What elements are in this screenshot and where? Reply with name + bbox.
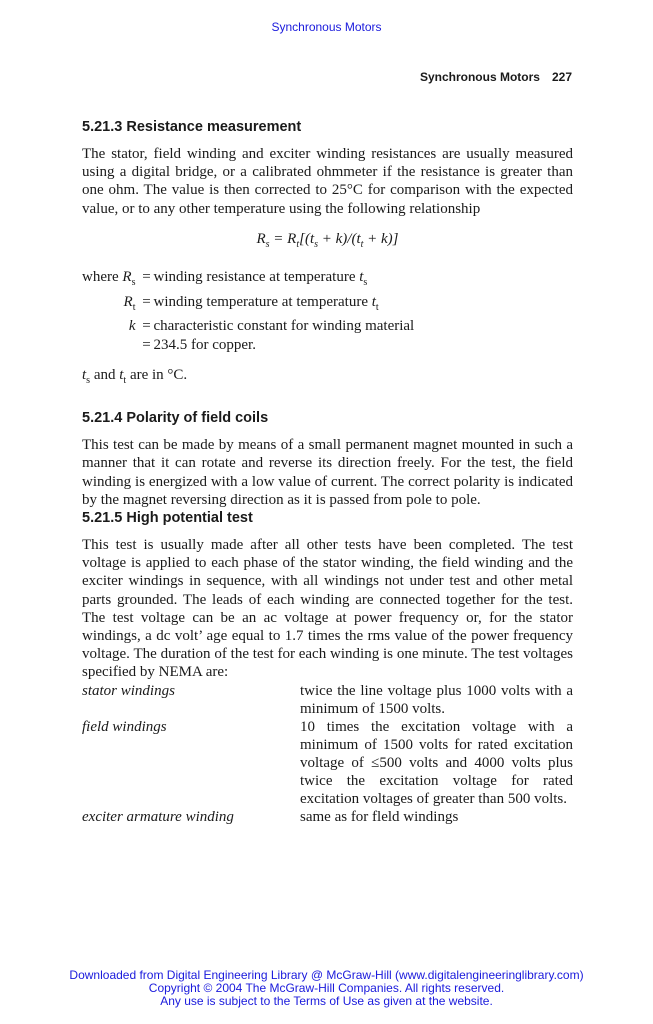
resistance-paragraph: The stator, field winding and exciter winding resistances are usually measured using a digital bridge, or a calibrated ohmmeter if the resistance is greater than one ohm. The value is then corrected to 25°C for comparison with the expected value, or to any other temperature using the following relationship <box>82 146 573 217</box>
variable-definitions <box>82 268 414 354</box>
chapter-link[interactable]: Synchronous Motors <box>271 20 382 34</box>
footer-terms[interactable]: Any use is subject to the Terms of Use as given at the website. <box>160 994 493 1008</box>
spec-row <box>82 808 573 826</box>
spec-label: exciter armature winding <box>82 808 234 825</box>
running-title: Synchronous Motors <box>419 70 540 84</box>
section-heading-high-potential: 5.21.5 High potential test <box>82 510 253 527</box>
page-number: 227 <box>551 70 572 84</box>
footer-copyright[interactable]: Copyright © 2004 The McGraw-Hill Companies. All rights reserved. <box>148 981 505 995</box>
temperature-correction-equation: $R_s = R_t[(t_s + k)/(t_t + k)]$ <box>256 230 399 250</box>
spec-row <box>82 682 573 718</box>
definition-row: = 234.5 for copper. <box>142 336 256 353</box>
download-footer <box>0 969 653 1008</box>
running-header <box>420 70 572 84</box>
section-heading-polarity: 5.21.4 Polarity of field coils <box>82 410 269 427</box>
spec-row <box>82 718 573 808</box>
page-content <box>82 118 573 826</box>
section-heading-resistance: 5.21.3 Resistance measurement <box>82 119 302 135</box>
spec-value: twice the line voltage plus 1000 volts with a minimum of 1500 volts. <box>300 682 573 717</box>
nema-test-voltage-table <box>82 682 573 826</box>
spec-value: 10 times the excitation voltage with a minimum of 1500 volts for rated excitation voltage of ≤500 volts and 4000 volts plus twice the excitation voltage for rated excitation voltages of greater than 500 volts. <box>300 718 573 807</box>
high-potential-paragraph: This test is usually made after all other tests have been completed. The test voltage is applied to each phase of the stator winding, the field winding and the exciter windings in sequence, with all windings not under test and other metal parts grounded. The leads of each winding are connected together for the test. The test voltage can be an ac voltage at power frequency or, for the stator windings, a dc volt’ age equal to 1.7 times the rms value of the power frequency voltage. The duration of the test for each winding is one minute. The test voltages specified by NEMA are: <box>82 537 573 681</box>
definition-row: k = characteristic constant for winding material <box>128 318 415 335</box>
footer-download-link[interactable]: Downloaded from Digital Engineering Library @ McGraw-Hill (www.digitalengineeringlibrary.com) <box>69 968 584 982</box>
spec-label: field windings <box>82 718 167 735</box>
definition-row: where $R_s$ = winding resistance at temperature $t_s$ <box>82 269 368 289</box>
definition-row: $R_t$ = winding temperature at temperature $t_t$ <box>123 293 379 313</box>
spec-label: stator windings <box>82 682 175 699</box>
spec-value: same as for fleld windings <box>300 808 459 825</box>
temperature-units-note: $t_s$ and $t_t$ are in °C. <box>82 367 188 387</box>
polarity-paragraph: This test can be made by means of a small permanent magnet mounted in such a manner that it can rotate and reverse its direction freely. For the test, the field winding is energized with a low value of current. The correct polarity is indicated by the magnet reversing direction as it is passed from pole to pole. <box>82 437 573 508</box>
